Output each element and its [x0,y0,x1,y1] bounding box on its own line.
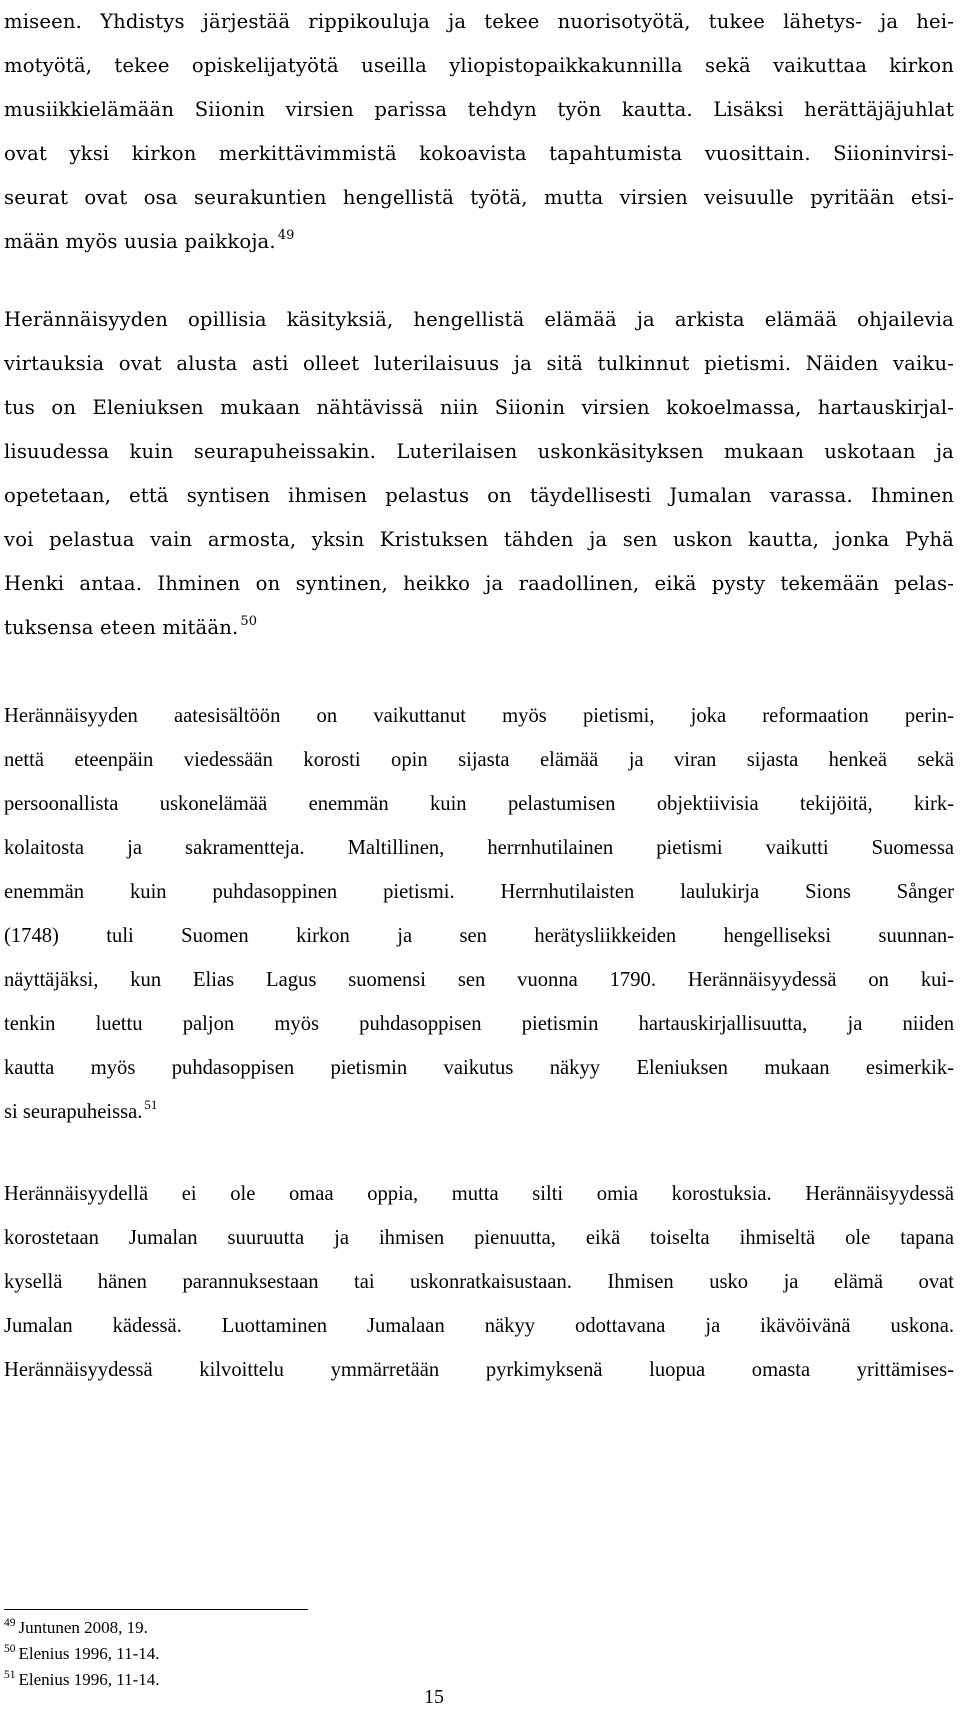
text-line-last [4,220,954,264]
text-line: musiikkielämään Siionin virsien parissa tehdyn työn kautta. Lisäksi herättäjäjuhlat [4,98,954,121]
footnote-number: 50 [4,1643,16,1655]
text-line: (1748) tuli Suomen kirkon ja sen herätysliikkeiden hengelliseksi suunnan- [4,925,954,947]
text-line: Herännäisyydellä ei ole omaa oppia, mutta silti omia korostuksia. Herännäisyydessä [4,1183,954,1205]
footnote-49 [4,1615,160,1641]
text-line: seurat ovat osa seurakuntien hengellistä työtä, mutta virsien veisuulle pyritään etsi- [4,186,954,209]
text-line: Jumalan kädessä. Luottaminen Jumalaan näkyy odottavana ja ikävöivänä uskona. [4,1315,954,1337]
text-line: näyttäjäksi, kun Elias Lagus suomensi sen vuonna 1790. Herännäisyydessä on kui- [4,969,954,991]
footnote-text: Juntunen 2008, 19. [18,1618,148,1637]
text-line: virtauksia ovat alusta asti olleet luterilaisuus ja sitä tulkinnut pietismi. Näiden vaiku- [4,352,954,375]
text-line: korostetaan Jumalan suuruutta ja ihmisen pienuutta, eikä toiselta ihmiseltä ole tapana [4,1227,954,1249]
text-line: motyötä, tekee opiskelijatyötä useilla yliopistopaikkakunnilla sekä vaikuttaa kirkon [4,54,954,77]
text-line-last [4,606,954,650]
text-line: kysellä hänen parannuksestaan tai uskonratkaisustaan. Ihmisen usko ja elämä ovat [4,1271,954,1293]
paragraph-4 [4,1172,954,1392]
text-line: miseen. Yhdistys järjestää rippikouluja ja tekee nuorisotyötä, tukee lähetys- ja hei- [4,10,954,33]
footnote-ref-51[interactable]: 51 [144,1097,158,1112]
text-line-last [4,1090,954,1134]
text-line: ovat yksi kirkon merkittävimmistä kokoavista tapahtumista vuosittain. Siioninvirsi- [4,142,954,165]
footnote-50 [4,1641,160,1667]
footnote-text: Elenius 1996, 11-14. [18,1644,160,1663]
text-line: opetetaan, että syntisen ihmisen pelastus on täydellisesti Jumalan varassa. Ihminen [4,484,954,507]
text-line: kautta myös puhdasoppisen pietismin vaikutus näkyy Eleniuksen mukaan esimerkik- [4,1057,954,1079]
footnote-51 [4,1667,160,1693]
text-line: tus on Eleniuksen mukaan nähtävissä niin Siionin virsien kokoelmassa, hartauskirjal- [4,396,954,419]
text-line: Herännäisyyden opillisia käsityksiä, hengellistä elämää ja arkista elämää ohjailevia [4,308,954,331]
text-line: persoonallista uskonelämää enemmän kuin pelastumisen objektiivisia tekijöitä, kirk- [4,793,954,815]
text-line: Henki antaa. Ihminen on syntinen, heikko ja raadollinen, eikä pysty tekemään pelas- [4,572,954,595]
text-line-content: si seurapuheissa. [4,1101,143,1123]
footnote-text: Elenius 1996, 11-14. [18,1670,160,1689]
page-number: 15 [424,1686,444,1708]
text-line: lisuudessa kuin seurapuheissakin. Luterilaisen uskonkäsityksen mukaan uskotaan ja [4,440,954,463]
paragraph-2 [4,298,954,650]
footnote-ref-50[interactable]: 50 [240,614,258,629]
footnote-number: 51 [4,1669,16,1681]
text-line: voi pelastua vain armosta, yksin Kristuksen tähden ja sen uskon kautta, jonka Pyhä [4,528,954,551]
paragraph-1 [4,0,954,264]
footnote-ref-49[interactable]: 49 [277,228,295,243]
text-line: Herännäisyydessä kilvoittelu ymmärretään pyrkimyksenä luopua omasta yrittämises- [4,1359,954,1381]
text-line: enemmän kuin puhdasoppinen pietismi. Herrnhutilaisten laulukirja Sions Sånger [4,881,954,903]
paragraph-3 [4,694,954,1134]
text-line-content: tuksensa eteen mitään. [4,616,239,639]
text-line: Herännäisyyden aatesisältöön on vaikuttanut myös pietismi, joka reformaation perin- [4,705,954,727]
text-line: kolaitosta ja sakramentteja. Maltillinen, herrnhutilainen pietismi vaikutti Suomessa [4,837,954,859]
text-line: tenkin luettu paljon myös puhdasoppisen pietismin hartauskirjallisuutta, ja niiden [4,1013,954,1035]
footnote-number: 49 [4,1617,16,1629]
text-line-content: mään myös uusia paikkoja. [4,230,276,253]
footnote-separator [4,1609,308,1610]
footnotes [4,1615,160,1693]
text-line: nettä eteenpäin viedessään korosti opin sijasta elämää ja viran sijasta henkeä sekä [4,749,954,771]
